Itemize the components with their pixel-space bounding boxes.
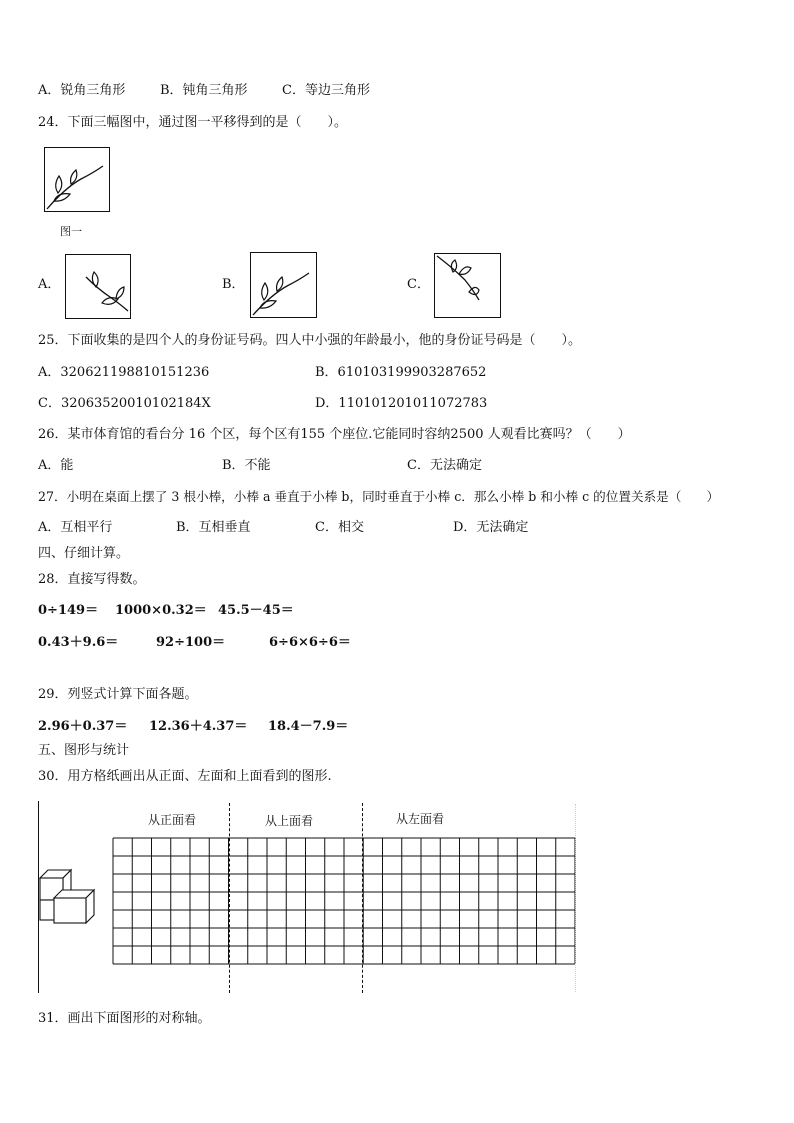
q30-grid-paper xyxy=(112,837,576,965)
branch-leaf-icon xyxy=(66,255,130,318)
q30-stem: 30．用方格纸画出从正面、左面和上面看到的图形. xyxy=(38,769,332,784)
q27-option-b: B．互相垂直 xyxy=(176,520,251,535)
q23-option-a: A．锐角三角形 xyxy=(38,83,126,98)
q30-header-top: 从上面看 xyxy=(265,814,314,828)
branch-leaf-icon xyxy=(45,148,109,211)
q28-item: 0÷149＝ xyxy=(38,603,99,618)
q26-option-c: C．无法确定 xyxy=(407,458,482,473)
q28-item: 1000×0.32＝ xyxy=(115,603,207,618)
q26-stem: 26．某市体育馆的看台分 16 个区，每个区有155 个座位.它能同时容纳2500 人观看比赛吗？（ ） xyxy=(38,427,631,442)
q24-figure-one xyxy=(44,147,110,212)
q29-item: 12.36＋4.37＝ xyxy=(149,719,248,734)
q24-option-b-label: B． xyxy=(222,277,245,292)
q25-option-c: C．32063520010102184X xyxy=(38,396,211,411)
cube-stack-figure xyxy=(38,868,98,924)
q28-item: 6÷6×6÷6＝ xyxy=(269,635,351,650)
q28-item: 92÷100＝ xyxy=(156,635,226,650)
branch-leaf-icon xyxy=(251,253,316,317)
q24-option-c-figure xyxy=(434,253,501,318)
branch-leaf-icon xyxy=(435,254,500,317)
q24-option-c-label: C． xyxy=(407,277,430,292)
q30-header-left: 从左面看 xyxy=(396,812,445,826)
q29-item: 18.4－7.9＝ xyxy=(268,719,349,734)
q26-option-b: B．不能 xyxy=(222,458,271,473)
q25-option-a: A．320621198810151236 xyxy=(38,365,210,380)
q27-option-d: D．无法确定 xyxy=(453,520,529,535)
q25-option-b: B．610103199903287652 xyxy=(315,365,487,380)
q25-stem: 25．下面收集的是四个人的身份证号码。四人中小强的年龄最小，他的身份证号码是（ ）。 xyxy=(38,333,582,348)
q24-option-a-figure xyxy=(65,254,131,319)
q28-stem: 28．直接写得数。 xyxy=(38,572,146,587)
q23-option-b: B．钝角三角形 xyxy=(160,83,248,98)
section-four-title: 四、仔细计算。 xyxy=(38,546,130,561)
q24-option-a-label: A． xyxy=(38,277,61,292)
q30-right-bracket xyxy=(575,804,576,992)
q23-option-c: C．等边三角形 xyxy=(282,83,370,98)
q30-header-front: 从正面看 xyxy=(148,813,197,827)
section-five-title: 五、图形与统计 xyxy=(38,743,130,758)
q24-stem: 24．下面三幅图中，通过图一平移得到的是（ ）。 xyxy=(38,115,348,130)
q24-option-b-figure xyxy=(250,252,317,318)
q27-option-a: A．互相平行 xyxy=(38,520,113,535)
q27-stem: 27．小明在桌面上摆了 3 根小棒，小棒 a 垂直于小棒 b，同时垂直于小棒 c．那么小棒 b 和小棒 c 的位置关系是（ ） xyxy=(38,489,720,504)
q27-option-c: C．相交 xyxy=(315,520,364,535)
q24-figure-caption: 图一 xyxy=(60,225,82,238)
q28-item: 45.5－45＝ xyxy=(218,603,294,618)
q31-stem: 31．画出下面图形的对称轴。 xyxy=(38,1011,211,1026)
q28-item: 0.43＋9.6＝ xyxy=(38,635,119,650)
q25-option-d: D．110101201011072783 xyxy=(315,396,488,411)
q29-stem: 29．列竖式计算下面各题。 xyxy=(38,687,198,702)
q29-item: 2.96＋0.37＝ xyxy=(38,719,128,734)
q26-option-a: A．能 xyxy=(38,458,74,473)
